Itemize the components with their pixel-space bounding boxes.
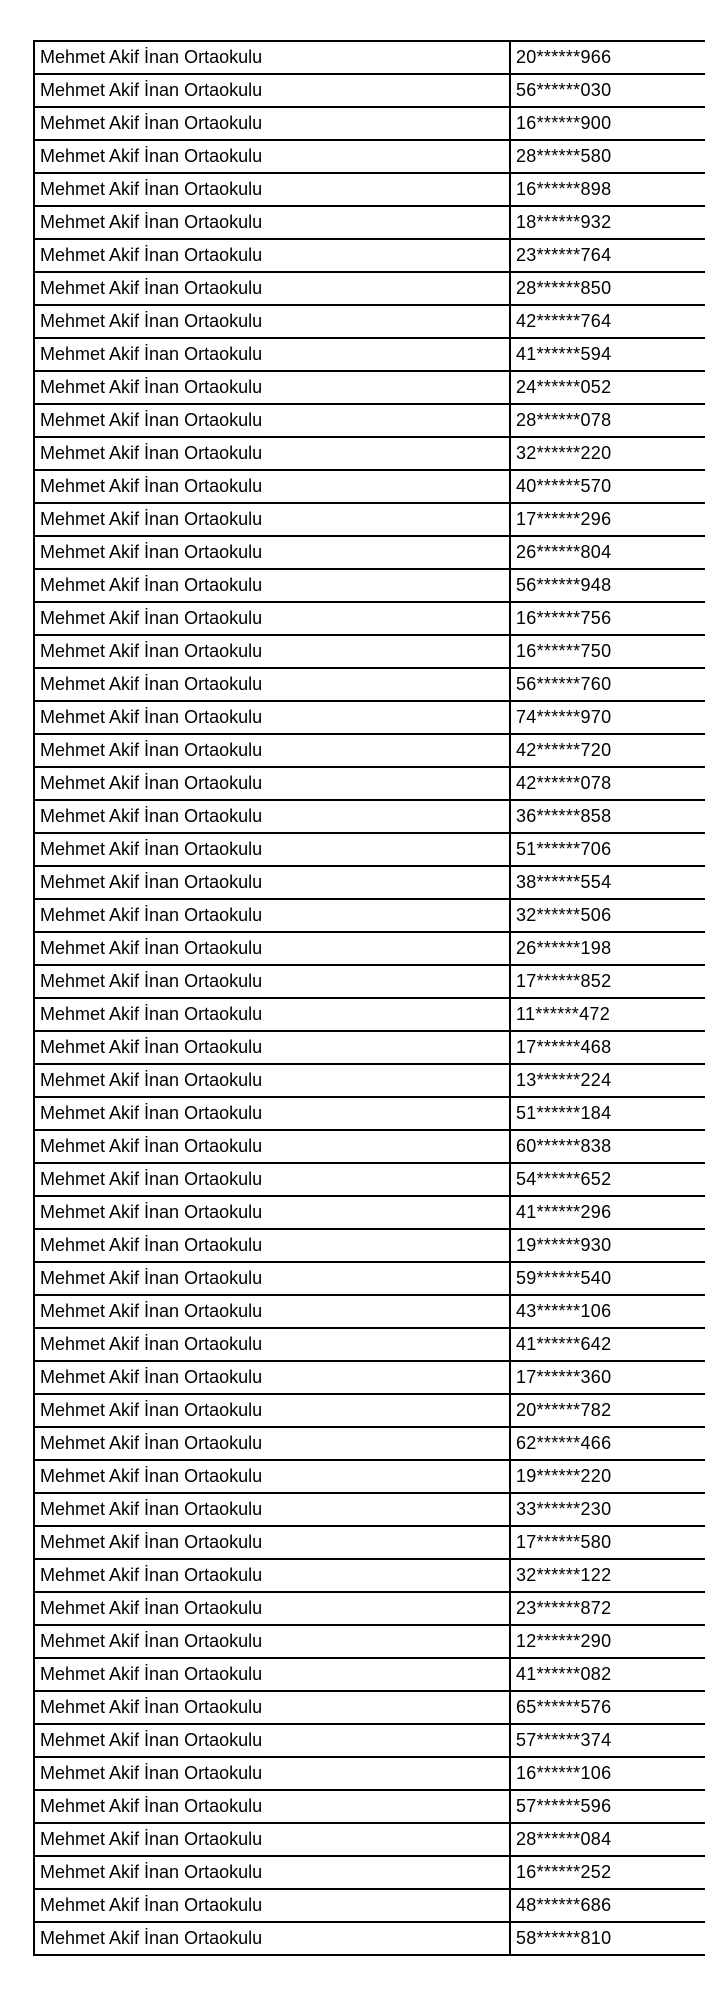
school-name-cell: Mehmet Akif İnan Ortaokulu [34, 1196, 510, 1229]
table-row [34, 206, 705, 239]
masked-id-cell: 28******078 [510, 404, 705, 437]
masked-id-cell: 56******760 [510, 668, 705, 701]
table-row [34, 1163, 705, 1196]
masked-id-cell: 20******966 [510, 41, 705, 74]
school-name-cell: Mehmet Akif İnan Ortaokulu [34, 503, 510, 536]
masked-id-cell: 17******580 [510, 1526, 705, 1559]
masked-id-cell: 16******898 [510, 173, 705, 206]
masked-id-cell: 41******594 [510, 338, 705, 371]
school-name-cell: Mehmet Akif İnan Ortaokulu [34, 1823, 510, 1856]
masked-id-cell: 24******052 [510, 371, 705, 404]
school-name-cell: Mehmet Akif İnan Ortaokulu [34, 1361, 510, 1394]
table-row [34, 1691, 705, 1724]
school-name-cell: Mehmet Akif İnan Ortaokulu [34, 668, 510, 701]
masked-id-cell: 43******106 [510, 1295, 705, 1328]
masked-id-cell: 51******184 [510, 1097, 705, 1130]
masked-id-cell: 36******858 [510, 800, 705, 833]
table-row [34, 41, 705, 74]
school-name-cell: Mehmet Akif İnan Ortaokulu [34, 1163, 510, 1196]
school-name-cell: Mehmet Akif İnan Ortaokulu [34, 1130, 510, 1163]
student-table [33, 40, 705, 1956]
table-row [34, 1922, 705, 1955]
school-name-cell: Mehmet Akif İnan Ortaokulu [34, 536, 510, 569]
table-row [34, 1526, 705, 1559]
table-row [34, 305, 705, 338]
table-row [34, 1460, 705, 1493]
table-row [34, 1097, 705, 1130]
masked-id-cell: 32******506 [510, 899, 705, 932]
table-row [34, 635, 705, 668]
table-row [34, 140, 705, 173]
masked-id-cell: 56******948 [510, 569, 705, 602]
school-name-cell: Mehmet Akif İnan Ortaokulu [34, 41, 510, 74]
masked-id-cell: 28******084 [510, 1823, 705, 1856]
table-row [34, 1262, 705, 1295]
masked-id-cell: 65******576 [510, 1691, 705, 1724]
masked-id-cell: 54******652 [510, 1163, 705, 1196]
table-row [34, 404, 705, 437]
school-name-cell: Mehmet Akif İnan Ortaokulu [34, 1559, 510, 1592]
table-row [34, 371, 705, 404]
masked-id-cell: 59******540 [510, 1262, 705, 1295]
school-name-cell: Mehmet Akif İnan Ortaokulu [34, 1097, 510, 1130]
school-name-cell: Mehmet Akif İnan Ortaokulu [34, 74, 510, 107]
masked-id-cell: 17******360 [510, 1361, 705, 1394]
school-name-cell: Mehmet Akif İnan Ortaokulu [34, 107, 510, 140]
school-name-cell: Mehmet Akif İnan Ortaokulu [34, 1460, 510, 1493]
school-name-cell: Mehmet Akif İnan Ortaokulu [34, 338, 510, 371]
table-row [34, 569, 705, 602]
school-name-cell: Mehmet Akif İnan Ortaokulu [34, 140, 510, 173]
masked-id-cell: 32******220 [510, 437, 705, 470]
masked-id-cell: 28******850 [510, 272, 705, 305]
table-row [34, 1229, 705, 1262]
masked-id-cell: 13******224 [510, 1064, 705, 1097]
school-name-cell: Mehmet Akif İnan Ortaokulu [34, 998, 510, 1031]
school-name-cell: Mehmet Akif İnan Ortaokulu [34, 734, 510, 767]
masked-id-cell: 57******596 [510, 1790, 705, 1823]
school-name-cell: Mehmet Akif İnan Ortaokulu [34, 272, 510, 305]
masked-id-cell: 56******030 [510, 74, 705, 107]
masked-id-cell: 51******706 [510, 833, 705, 866]
table-row [34, 173, 705, 206]
masked-id-cell: 11******472 [510, 998, 705, 1031]
school-name-cell: Mehmet Akif İnan Ortaokulu [34, 1394, 510, 1427]
table-row [34, 1427, 705, 1460]
table-row [34, 1493, 705, 1526]
table-row [34, 1064, 705, 1097]
masked-id-cell: 12******290 [510, 1625, 705, 1658]
table-row [34, 800, 705, 833]
school-name-cell: Mehmet Akif İnan Ortaokulu [34, 1757, 510, 1790]
masked-id-cell: 18******932 [510, 206, 705, 239]
masked-id-cell: 17******468 [510, 1031, 705, 1064]
table-row [34, 239, 705, 272]
school-name-cell: Mehmet Akif İnan Ortaokulu [34, 1493, 510, 1526]
table-row [34, 503, 705, 536]
table-row [34, 1031, 705, 1064]
school-name-cell: Mehmet Akif İnan Ortaokulu [34, 1526, 510, 1559]
masked-id-cell: 17******852 [510, 965, 705, 998]
masked-id-cell: 26******804 [510, 536, 705, 569]
masked-id-cell: 16******750 [510, 635, 705, 668]
school-name-cell: Mehmet Akif İnan Ortaokulu [34, 404, 510, 437]
table-row [34, 701, 705, 734]
table-row [34, 272, 705, 305]
table-row [34, 1625, 705, 1658]
masked-id-cell: 26******198 [510, 932, 705, 965]
table-row [34, 1592, 705, 1625]
masked-id-cell: 40******570 [510, 470, 705, 503]
school-name-cell: Mehmet Akif İnan Ortaokulu [34, 371, 510, 404]
school-name-cell: Mehmet Akif İnan Ortaokulu [34, 1262, 510, 1295]
school-name-cell: Mehmet Akif İnan Ortaokulu [34, 965, 510, 998]
school-name-cell: Mehmet Akif İnan Ortaokulu [34, 800, 510, 833]
masked-id-cell: 23******764 [510, 239, 705, 272]
masked-id-cell: 17******296 [510, 503, 705, 536]
school-name-cell: Mehmet Akif İnan Ortaokulu [34, 239, 510, 272]
table-row [34, 1823, 705, 1856]
school-name-cell: Mehmet Akif İnan Ortaokulu [34, 1625, 510, 1658]
masked-id-cell: 41******296 [510, 1196, 705, 1229]
school-name-cell: Mehmet Akif İnan Ortaokulu [34, 602, 510, 635]
table-row [34, 107, 705, 140]
table-row [34, 1394, 705, 1427]
school-name-cell: Mehmet Akif İnan Ortaokulu [34, 305, 510, 338]
masked-id-cell: 42******720 [510, 734, 705, 767]
masked-id-cell: 20******782 [510, 1394, 705, 1427]
school-name-cell: Mehmet Akif İnan Ortaokulu [34, 767, 510, 800]
masked-id-cell: 28******580 [510, 140, 705, 173]
school-name-cell: Mehmet Akif İnan Ortaokulu [34, 173, 510, 206]
table-row [34, 1658, 705, 1691]
table-row [34, 932, 705, 965]
table-row [34, 536, 705, 569]
masked-id-cell: 62******466 [510, 1427, 705, 1460]
school-name-cell: Mehmet Akif İnan Ortaokulu [34, 1922, 510, 1955]
masked-id-cell: 74******970 [510, 701, 705, 734]
school-name-cell: Mehmet Akif İnan Ortaokulu [34, 1427, 510, 1460]
masked-id-cell: 33******230 [510, 1493, 705, 1526]
table-row [34, 338, 705, 371]
table-row [34, 1757, 705, 1790]
table-row [34, 1328, 705, 1361]
masked-id-cell: 48******686 [510, 1889, 705, 1922]
masked-id-cell: 41******642 [510, 1328, 705, 1361]
masked-id-cell: 57******374 [510, 1724, 705, 1757]
table-row [34, 998, 705, 1031]
school-name-cell: Mehmet Akif İnan Ortaokulu [34, 1328, 510, 1361]
table-row [34, 1724, 705, 1757]
masked-id-cell: 38******554 [510, 866, 705, 899]
school-name-cell: Mehmet Akif İnan Ortaokulu [34, 1691, 510, 1724]
school-name-cell: Mehmet Akif İnan Ortaokulu [34, 569, 510, 602]
table-row [34, 74, 705, 107]
masked-id-cell: 58******810 [510, 1922, 705, 1955]
masked-id-cell: 23******872 [510, 1592, 705, 1625]
table-row [34, 833, 705, 866]
school-name-cell: Mehmet Akif İnan Ortaokulu [34, 866, 510, 899]
masked-id-cell: 19******220 [510, 1460, 705, 1493]
school-name-cell: Mehmet Akif İnan Ortaokulu [34, 833, 510, 866]
table-row [34, 1196, 705, 1229]
masked-id-cell: 41******082 [510, 1658, 705, 1691]
school-name-cell: Mehmet Akif İnan Ortaokulu [34, 1295, 510, 1328]
masked-id-cell: 19******930 [510, 1229, 705, 1262]
table-row [34, 1856, 705, 1889]
table-row [34, 734, 705, 767]
table-row [34, 470, 705, 503]
table-row [34, 1559, 705, 1592]
student-table-body [34, 41, 705, 1955]
masked-id-cell: 60******838 [510, 1130, 705, 1163]
document-page [33, 40, 705, 1956]
school-name-cell: Mehmet Akif İnan Ortaokulu [34, 1229, 510, 1262]
table-row [34, 866, 705, 899]
school-name-cell: Mehmet Akif İnan Ortaokulu [34, 437, 510, 470]
table-row [34, 668, 705, 701]
school-name-cell: Mehmet Akif İnan Ortaokulu [34, 1658, 510, 1691]
masked-id-cell: 16******900 [510, 107, 705, 140]
school-name-cell: Mehmet Akif İnan Ortaokulu [34, 635, 510, 668]
school-name-cell: Mehmet Akif İnan Ortaokulu [34, 1790, 510, 1823]
table-row [34, 1130, 705, 1163]
masked-id-cell: 42******764 [510, 305, 705, 338]
table-row [34, 965, 705, 998]
masked-id-cell: 32******122 [510, 1559, 705, 1592]
table-row [34, 1361, 705, 1394]
masked-id-cell: 16******106 [510, 1757, 705, 1790]
school-name-cell: Mehmet Akif İnan Ortaokulu [34, 1724, 510, 1757]
masked-id-cell: 16******252 [510, 1856, 705, 1889]
school-name-cell: Mehmet Akif İnan Ortaokulu [34, 1031, 510, 1064]
table-row [34, 1889, 705, 1922]
school-name-cell: Mehmet Akif İnan Ortaokulu [34, 1592, 510, 1625]
table-row [34, 602, 705, 635]
table-row [34, 899, 705, 932]
masked-id-cell: 16******756 [510, 602, 705, 635]
school-name-cell: Mehmet Akif İnan Ortaokulu [34, 1889, 510, 1922]
table-row [34, 1295, 705, 1328]
table-row [34, 437, 705, 470]
school-name-cell: Mehmet Akif İnan Ortaokulu [34, 206, 510, 239]
school-name-cell: Mehmet Akif İnan Ortaokulu [34, 932, 510, 965]
table-row [34, 1790, 705, 1823]
table-row [34, 767, 705, 800]
school-name-cell: Mehmet Akif İnan Ortaokulu [34, 899, 510, 932]
school-name-cell: Mehmet Akif İnan Ortaokulu [34, 1856, 510, 1889]
masked-id-cell: 42******078 [510, 767, 705, 800]
school-name-cell: Mehmet Akif İnan Ortaokulu [34, 701, 510, 734]
school-name-cell: Mehmet Akif İnan Ortaokulu [34, 470, 510, 503]
school-name-cell: Mehmet Akif İnan Ortaokulu [34, 1064, 510, 1097]
